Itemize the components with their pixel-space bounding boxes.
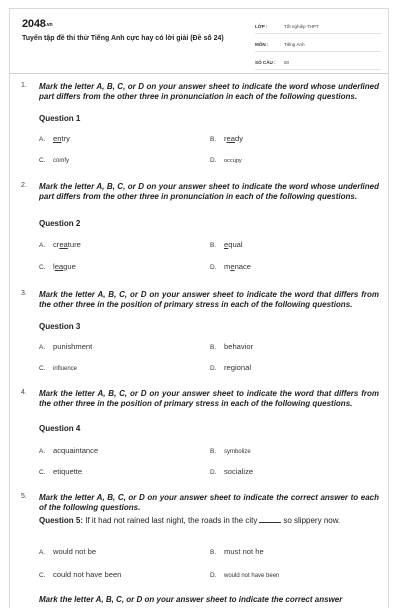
option-b[interactable]: B. equal [210, 240, 243, 249]
option-d[interactable]: D. menace [210, 262, 252, 271]
question-instruction: Mark the letter A, B, C, or D on your answer sheet to indicate the correct answer to each of the following questions. [39, 493, 379, 512]
option-b[interactable]: B. behavior [210, 342, 254, 351]
question-label: Question 3 [39, 322, 81, 331]
document-title: Tuyển tập đề thi thử Tiếng Anh cực hay có lời giải (Đề số 24) [22, 35, 224, 42]
question-instruction: Mark the letter A, B, C, or D on your answer sheet to indicate the word whose underlined part differs from the other three in pronunciation in each of the following questions. [39, 182, 379, 201]
option-d[interactable]: D. would not have been [210, 572, 280, 579]
option-c[interactable]: C. could not have been [39, 570, 122, 579]
answer-blank [259, 515, 281, 523]
question-label: Question 4 [39, 424, 81, 433]
option-d[interactable]: D. socialize [210, 467, 254, 476]
document-meta [255, 19, 381, 70]
question-label: Question 1 [39, 114, 81, 123]
option-d[interactable]: D. regional [210, 363, 252, 372]
document-page [9, 8, 389, 608]
document-header [10, 9, 388, 74]
question-stem: Question 5: If it had not rained last night, the roads in the city so slippery now. [39, 516, 341, 525]
logo-suffix: .vn [45, 22, 53, 28]
question-instruction: Mark the letter A, B, C, or D on your answer sheet to indicate the word that differs from the other three in the position of primary stress in each of the following questions. [39, 389, 379, 408]
option-b[interactable]: B. ready [210, 134, 244, 143]
question-label: Question 2 [39, 219, 81, 228]
meta-class: LỚP : Tốt nghiệp THPT [255, 19, 381, 34]
question-number: 2. [21, 182, 27, 189]
question-number: 1. [21, 82, 27, 89]
option-c[interactable]: C. influence [39, 365, 78, 372]
option-b[interactable]: B. symbolize [210, 448, 251, 455]
question-instruction: Mark the letter A, B, C, or D on your answer sheet to indicate the word that differs from the other three in the position of primary stress in each of the following questions. [39, 290, 379, 309]
logo-text: 2048 [22, 18, 46, 30]
option-a[interactable]: A. acquaintance [39, 446, 99, 455]
option-a[interactable]: A. punishment [39, 342, 93, 351]
meta-question-count: SỐ CÂU : 50 [255, 55, 381, 70]
question-instruction: Mark the letter A, B, C, or D on your answer sheet to indicate the word whose underlined part differs from the other three in pronunciation in each of the following questions. [39, 82, 379, 101]
question-number: 4. [21, 389, 27, 396]
option-d[interactable]: D. occupy [210, 157, 242, 164]
option-a[interactable]: A. creature [39, 240, 81, 249]
option-a[interactable]: A. would not be [39, 547, 97, 556]
question-number: 5. [21, 493, 27, 500]
question-number: 3. [21, 290, 27, 297]
option-c[interactable]: C. etiquette [39, 467, 83, 476]
next-question-instruction: Mark the letter A, B, C, or D on your answer sheet to indicate the correct answer [39, 595, 343, 604]
option-c[interactable]: C. league [39, 262, 76, 271]
option-a[interactable]: A. entry [39, 134, 70, 143]
option-b[interactable]: B. must not he [210, 547, 264, 556]
option-c[interactable]: C. comfy [39, 157, 70, 164]
meta-subject: MÔN : Tiếng Anh [255, 37, 381, 52]
site-logo[interactable] [22, 18, 52, 30]
